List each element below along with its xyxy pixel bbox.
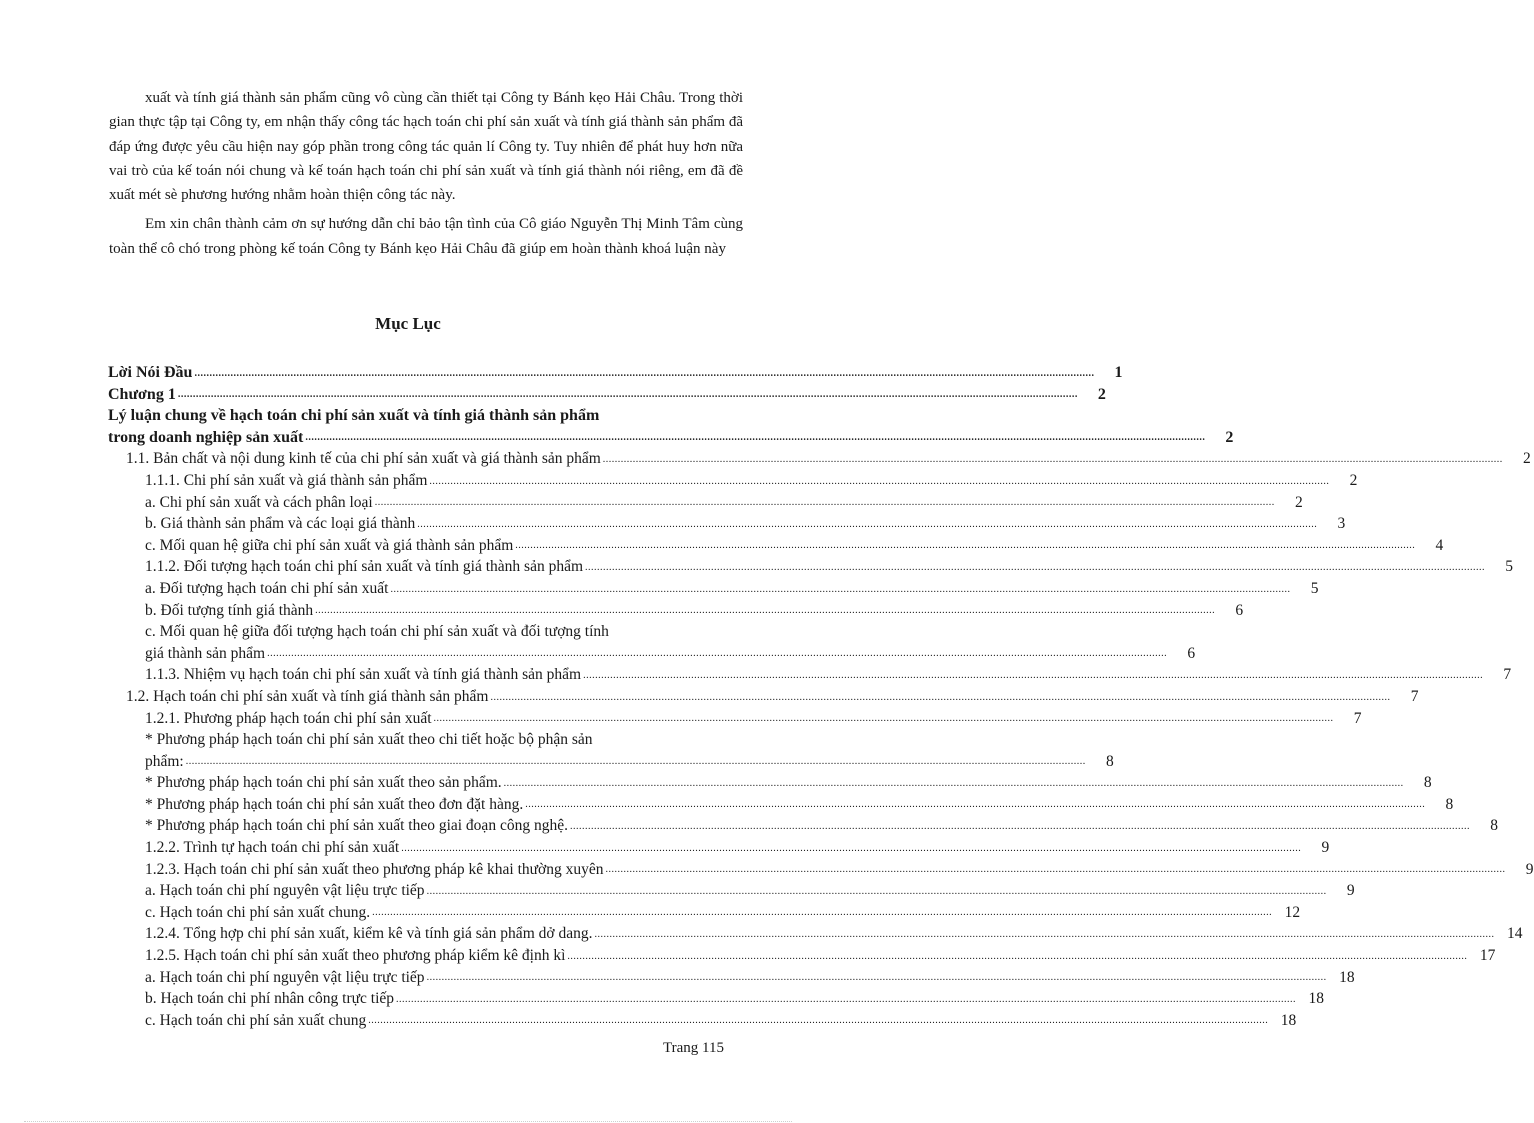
intro-paragraph: xuất và tính giá thành sản phẩm cũng vô cùng cần thiết tại Công ty Bánh kẹo Hải Châu. Trong thời gian thực tập tại Công ty, em nhận thấy công tác hạch toán chi phí sản xuất và tính giá thành sản phẩm đã đáp ứng được yêu cầu hiện nay góp phần trong công tác quản lí Công ty. Tuy nhiên để phát huy hơn nữa vai trò của kế toán nói chung và kế toán hạch toán chi phí sản xuất và tính giá thành nói riêng, em đã đề xuất mét sè phương hướng nhằm hoàn thiện công tác này.	[109, 90, 743, 204]
toc-entry-label: 1.2.3. Hạch toán chi phí sản xuất theo phương pháp kê khai thường xuyên	[145, 860, 604, 878]
toc-entry-page: 18	[1339, 968, 1355, 986]
toc-entry-label: a. Đối tượng hạch toán chi phí sản xuất	[145, 579, 389, 597]
toc-entry-label: 1.1.3. Nhiệm vụ hạch toán chi phí sản xuất và tính giá thành sản phẩm	[145, 666, 582, 684]
toc-entry-page: 9	[1525, 860, 1534, 878]
toc-leader-dots: ............................................................................................................................................................................................................................................................................................................	[426, 885, 1327, 897]
toc-entry-page: 7	[1503, 666, 1512, 684]
toc-entry-label: a. Chi phí sản xuất và cách phân loại	[145, 493, 373, 511]
toc-entry[interactable]	[108, 859, 1534, 881]
toc-leader-dots: ............................................................................................................................................................................................................................................................................................................	[569, 821, 1470, 833]
toc-entry[interactable]	[108, 600, 1244, 622]
toc-entry-page: 3	[1337, 515, 1346, 533]
toc-entry[interactable]	[108, 837, 1330, 859]
toc-entry[interactable]	[108, 578, 1319, 600]
toc-leader-dots: ............................................................................................................................................................................................................................................................................................................	[503, 777, 1404, 789]
toc-entry-label: a. Hạch toán chi phí nguyên vật liệu trực tiếp	[145, 968, 425, 986]
toc-entry-label: Lời Nói Đầu	[108, 364, 193, 381]
toc-entry-page: 12	[1284, 903, 1301, 921]
toc-entry-page: 6	[1187, 644, 1196, 662]
toc-leader-dots: ............................................................................................................................................................................................................................................................................................................	[177, 389, 1078, 401]
toc-entry[interactable]	[108, 470, 1358, 492]
toc-leader-dots: ............................................................................................................................................................................................................................................................................................................	[594, 929, 1495, 941]
toc-entry[interactable]	[108, 384, 1106, 406]
toc-entry[interactable]	[108, 923, 1523, 945]
acknowledgement-paragraph: Em xin chân thành cảm ơn sự hướng dẫn chỉ bảo tận tình của Cô giáo Nguyễn Thị Minh Tâm cùng toàn thể cô chó trong phòng kế toán Công ty Bánh kẹo Hải Châu đã giúp em hoàn thành khoá luận này	[109, 216, 743, 257]
toc-entry-label: 1.2. Hạch toán chi phí sản xuất và tính giá thành sản phẩm	[126, 687, 489, 705]
toc-entry-label: a. Hạch toán chi phí nguyên vật liệu trực tiếp	[145, 882, 425, 900]
toc-entry-page: 2	[1294, 493, 1303, 511]
toc-entry-label: * Phương pháp hạch toán chi phí sản xuất theo đơn đặt hàng.	[145, 795, 524, 813]
toc-leader-dots: ............................................................................................................................................................................................................................................................................................................	[267, 648, 1168, 660]
toc-entry-label: c. Hạch toán chi phí sản xuất chung	[145, 1011, 367, 1029]
toc-entry-label: c. Hạch toán chi phí sản xuất chung.	[145, 903, 371, 921]
toc-entry-label: 1.2.4. Tổng hợp chi phí sản xuất, kiểm kê và tính giá sản phẩm dở dang.	[145, 925, 593, 943]
toc-entry-label: 1.1.2. Đối tượng hạch toán chi phí sản xuất và tính giá thành sản phẩm	[145, 558, 584, 576]
toc-entry[interactable]	[108, 556, 1514, 578]
toc-entry[interactable]	[108, 492, 1303, 514]
toc-leader-dots: ............................................................................................................................................................................................................................................................................................................	[417, 518, 1318, 530]
toc-leader-dots: ............................................................................................................................................................................................................................................................................................................	[567, 950, 1468, 962]
toc-entry-label-continued: phẩm:	[145, 752, 184, 770]
toc-leader-dots: ............................................................................................................................................................................................................................................................................................................	[368, 1015, 1269, 1027]
toc-entry[interactable]	[108, 988, 1325, 1010]
toc-entry-page: 8	[1106, 752, 1114, 770]
toc-entry-page: 4	[1435, 536, 1444, 554]
toc-leader-dots: ............................................................................................................................................................................................................................................................................................................	[585, 561, 1486, 573]
toc-leader-dots: ............................................................................................................................................................................................................................................................................................................	[305, 432, 1206, 444]
toc-leader-dots: ............................................................................................................................................................................................................................................................................................................	[194, 367, 1095, 379]
toc-entry-label-continued: trong doanh nghiệp sản xuất	[108, 428, 304, 446]
toc-entry-page: 14	[1506, 925, 1523, 943]
toc-leader-dots: ............................................................................................................................................................................................................................................................................................................	[401, 842, 1302, 854]
toc-entry-page: 9	[1346, 882, 1355, 900]
toc-entry-label: c. Mối quan hệ giữa đối tượng hạch toán chi phí sản xuất và đối tượng tính	[145, 623, 609, 641]
toc-entry-page: 7	[1353, 709, 1362, 727]
toc-entry-label: 1.2.5. Hạch toán chi phí sản xuất theo phương pháp kiểm kê định kì	[145, 947, 566, 965]
toc-entry-label: 1.1. Bản chất và nội dung kinh tế của chi phí sản xuất và giá thành sản phẩm	[126, 450, 601, 468]
toc-entry[interactable]	[108, 815, 1498, 837]
toc-entry[interactable]	[108, 945, 1496, 967]
toc-title: Mục Lục	[375, 314, 441, 333]
toc-leader-dots: ............................................................................................................................................................................................................................................................................................................	[602, 453, 1503, 465]
toc-entry-page: 8	[1445, 795, 1454, 813]
toc-entry-label: c. Mối quan hệ giữa chi phí sản xuất và giá thành sản phẩm	[145, 536, 514, 554]
toc-entry-page: 8	[1490, 817, 1498, 835]
toc-entry[interactable]	[108, 729, 1114, 772]
toc-leader-dots: ............................................................................................................................................................................................................................................................................................................	[433, 713, 1334, 725]
toc-leader-dots: ............................................................................................................................................................................................................................................................................................................	[605, 864, 1506, 876]
toc-entry[interactable]	[108, 967, 1355, 989]
toc-entry-page: 17	[1479, 947, 1496, 965]
toc-entry-page: 8	[1423, 774, 1432, 792]
toc-leader-dots: ............................................................................................................................................................................................................................................................................................................	[396, 993, 1297, 1005]
toc-entry[interactable]	[108, 405, 1234, 448]
toc-entry-page: 18	[1308, 990, 1325, 1008]
toc-entry-label: 1.1.1. Chi phí sản xuất và giá thành sản phẩm	[145, 471, 428, 489]
intro-text	[109, 86, 743, 261]
toc-entry-page: 5	[1310, 579, 1319, 597]
toc-entry[interactable]	[108, 513, 1346, 535]
toc-entry-label: b. Đối tượng tính giá thành	[145, 601, 314, 619]
toc-entry-page: 9	[1321, 839, 1330, 857]
toc-entry-label: Lý luận chung về hạch toán chi phí sản xuất và tính giá thành sản phẩm	[108, 407, 600, 425]
toc-entry-page: 18	[1280, 1011, 1297, 1029]
toc-entry[interactable]	[108, 686, 1419, 708]
toc-entry-label: * Phương pháp hạch toán chi phí sản xuất theo chi tiết hoặc bộ phận sản	[145, 731, 593, 749]
toc-entry-page: 6	[1235, 601, 1244, 619]
toc-entry-page: 5	[1505, 558, 1514, 576]
toc-entry-label: b. Hạch toán chi phí nhân công trực tiếp	[145, 990, 395, 1008]
toc-entry[interactable]	[108, 535, 1444, 557]
toc-entry-label: * Phương pháp hạch toán chi phí sản xuất theo giai đoạn công nghệ.	[145, 817, 568, 835]
toc-leader-dots: ............................................................................................................................................................................................................................................................................................................	[490, 691, 1391, 703]
toc-entry-label: Chương 1	[108, 385, 176, 403]
toc-entry[interactable]	[108, 772, 1432, 794]
toc-leader-dots: ............................................................................................................................................................................................................................................................................................................	[372, 907, 1273, 919]
toc-entry[interactable]	[108, 621, 1196, 664]
toc-entry[interactable]	[108, 880, 1355, 902]
toc-leader-dots: ............................................................................................................................................................................................................................................................................................................	[315, 605, 1216, 617]
toc-leader-dots: ............................................................................................................................................................................................................................................................................................................	[515, 540, 1416, 552]
toc-entry[interactable]	[108, 664, 1512, 686]
toc-leader-dots: ............................................................................................................................................................................................................................................................................................................	[390, 583, 1291, 595]
toc-entry-label: b. Giá thành sản phẩm và các loại giá thành	[145, 515, 416, 533]
toc-entry[interactable]	[108, 708, 1362, 730]
toc-entry-label: 1.2.1. Phương pháp hạch toán chi phí sản xuất	[145, 709, 432, 727]
toc-entry-page: 2	[1523, 450, 1531, 468]
toc-entry[interactable]	[108, 794, 1454, 816]
toc-leader-dots: ............................................................................................................................................................................................................................................................................................................	[583, 669, 1484, 681]
toc-entry[interactable]	[108, 1010, 1297, 1032]
toc-entry-page: 7	[1410, 687, 1419, 705]
toc-entry[interactable]	[108, 362, 1123, 384]
toc-entry-page: 2	[1225, 428, 1234, 446]
toc-entry[interactable]	[108, 902, 1301, 924]
toc-entry-label-continued: giá thành sản phẩm	[145, 644, 266, 662]
toc-entry[interactable]	[108, 448, 1531, 470]
toc-leader-dots: ............................................................................................................................................................................................................................................................................................................	[525, 799, 1426, 811]
toc-leader-dots: ............................................................................................................................................................................................................................................................................................................	[374, 497, 1275, 509]
table-of-contents	[108, 362, 1534, 1031]
toc-entry-page: 1	[1114, 364, 1123, 381]
toc-entry-label: 1.2.2. Trình tự hạch toán chi phí sản xuất	[145, 839, 400, 857]
toc-entry-page: 2	[1349, 471, 1358, 489]
toc-leader-dots: ............................................................................................................................................................................................................................................................................................................	[426, 972, 1327, 984]
toc-entry-label: * Phương pháp hạch toán chi phí sản xuất theo sản phẩm.	[145, 774, 502, 792]
toc-leader-dots: ............................................................................................................................................................................................................................................................................................................	[185, 756, 1086, 768]
toc-leader-dots: ............................................................................................................................................................................................................................................................................................................	[429, 475, 1330, 487]
toc-entry-page: 2	[1097, 385, 1106, 403]
page-edge-divider	[24, 1121, 792, 1122]
page-number: Trang 115	[663, 1040, 724, 1056]
